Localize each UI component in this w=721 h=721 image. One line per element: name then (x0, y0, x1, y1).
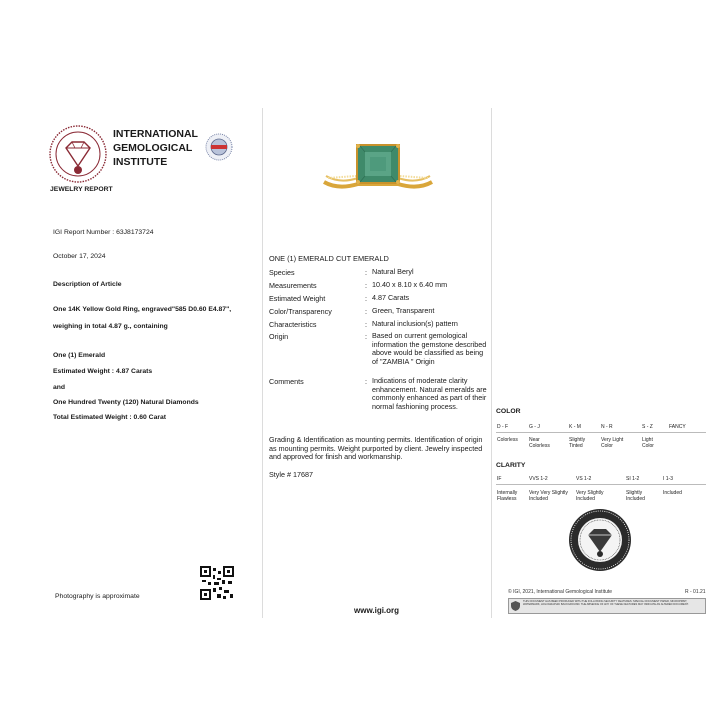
copyright: © IGI, 2021, International Gemological Institute (508, 589, 613, 595)
item-1: One (1) Emerald (53, 352, 106, 359)
report-number: IGI Report Number : 63J8173724 (53, 229, 154, 236)
clarity-grade-si: SI 1-2 (626, 476, 640, 482)
form-code: R - 01.21 (685, 589, 706, 595)
clarity-grade-vvs: VVS 1-2 (529, 476, 548, 482)
species-value: Natural Beryl (372, 267, 414, 276)
characteristics-colon: : (365, 320, 367, 329)
stone-title: ONE (1) EMERALD CUT EMERALD (269, 254, 389, 263)
clarity-heading: CLARITY (496, 462, 526, 469)
clarity-grade-if: IF (497, 476, 502, 482)
species-label: Species (269, 268, 295, 277)
origin-label: Origin (269, 332, 289, 341)
measurements-colon: : (365, 281, 367, 290)
clarity-divider (496, 484, 706, 485)
website-link[interactable]: www.igi.org (354, 606, 400, 615)
clarity-desc-i: Included (663, 490, 682, 496)
characteristics-value: Natural inclusion(s) pattern (372, 319, 458, 328)
color-divider (496, 432, 706, 433)
security-strip (508, 598, 706, 614)
item-2-weight: Total Estimated Weight : 0.60 Carat (53, 414, 167, 421)
clarity-desc-si: Slightly Included (626, 490, 645, 502)
and-text: and (53, 384, 66, 391)
color-grade-df: D - F (497, 424, 509, 430)
clarity-desc-vvs: Very Very Slightly Included (529, 490, 568, 502)
org-name-line-2: GEMOLOGICAL (113, 142, 193, 154)
comments-label: Comments (269, 377, 304, 386)
measurements-value: 10.40 x 8.10 x 6.40 mm (372, 280, 448, 289)
middle-panel-divider (491, 108, 492, 618)
igi-seal-icon (568, 508, 632, 572)
comments-colon: : (365, 377, 367, 386)
comments-value: Indications of moderate clarity enhancement. Natural emeralds are commonly enhanced as part of their normal fashioning process. (372, 376, 487, 411)
emerald-ring-image (318, 130, 438, 202)
color-desc-df: Colorless (497, 437, 518, 443)
description-heading: Description of Article (53, 281, 122, 288)
security-note: THIS DOCUMENT HAS BEEN PRODUCED WITH THE FOLLOWING SECURITY FEATURES: SPECIAL DOCUMENT PAPER, MICROPRINT, WATERMARK, HOLOGRAPHIC BACKGROUND. THE ABSENCE OF ANY OF THESE FEATURES MAY INDICATE AN ALTERED DOCUMENT. (523, 600, 689, 607)
species-colon: : (365, 268, 367, 277)
color-grade-gj: G - J (529, 424, 540, 430)
shield-icon (511, 601, 520, 611)
clarity-grade-vs: VS 1-2 (576, 476, 592, 482)
color-transparency-label: Color/Transparency (269, 307, 332, 316)
description-line-2: weighing in total 4.87 g., containing (53, 323, 168, 330)
item-2: One Hundred Twenty (120) Natural Diamonds (53, 399, 199, 406)
weight-label: Estimated Weight (269, 294, 326, 303)
color-grade-sz: S - Z (642, 424, 653, 430)
color-desc-sz: Light Color (642, 437, 654, 449)
color-desc-km: Slightly Tinted (569, 437, 586, 449)
item-1-weight: Estimated Weight : 4.87 Carats (53, 368, 153, 375)
color-grade-fancy: FANCY (669, 424, 686, 430)
characteristics-label: Characteristics (269, 320, 317, 329)
report-type: JEWELRY REPORT (50, 186, 113, 193)
footer-note: Grading & Identification as mounting permits. Identification of origin as mounting permits. Weight purported by client. Jewelry inspected and approved for finish and workmanship. (269, 435, 483, 462)
qr-code-icon (200, 566, 234, 600)
color-desc-gj: Near Colorless (529, 437, 550, 449)
style-number: Style # 17687 (269, 470, 313, 479)
igi-logo-icon (48, 124, 108, 184)
color-grade-nr: N - R (601, 424, 613, 430)
photo-note: Photography is approximate (55, 593, 140, 600)
org-name-line-1: INTERNATIONAL (113, 128, 198, 140)
color-heading: COLOR (496, 408, 521, 415)
security-seal-icon (205, 133, 233, 161)
weight-colon: : (365, 294, 367, 303)
color-transparency-value: Green, Transparent (372, 306, 435, 315)
org-name-line-3: INSTITUTE (113, 156, 168, 168)
description-line-1: One 14K Yellow Gold Ring, engraved"585 D0.60 E4.87", (53, 306, 232, 313)
clarity-desc-if: Internally Flawless (497, 490, 518, 502)
origin-value: Based on current gemological information the gemstone described above would be classified as being of "ZAMBIA " Origin (372, 331, 487, 366)
clarity-desc-vs: Very Slightly Included (576, 490, 604, 502)
left-panel-divider (262, 108, 263, 618)
weight-value: 4.87 Carats (372, 293, 410, 302)
report-date: October 17, 2024 (53, 253, 106, 260)
measurements-label: Measurements (269, 281, 317, 290)
color-transparency-colon: : (365, 307, 367, 316)
clarity-grade-i: I 1-3 (663, 476, 674, 482)
origin-colon: : (365, 332, 367, 341)
color-grade-km: K - M (569, 424, 581, 430)
color-desc-nr: Very Light Color (601, 437, 624, 449)
